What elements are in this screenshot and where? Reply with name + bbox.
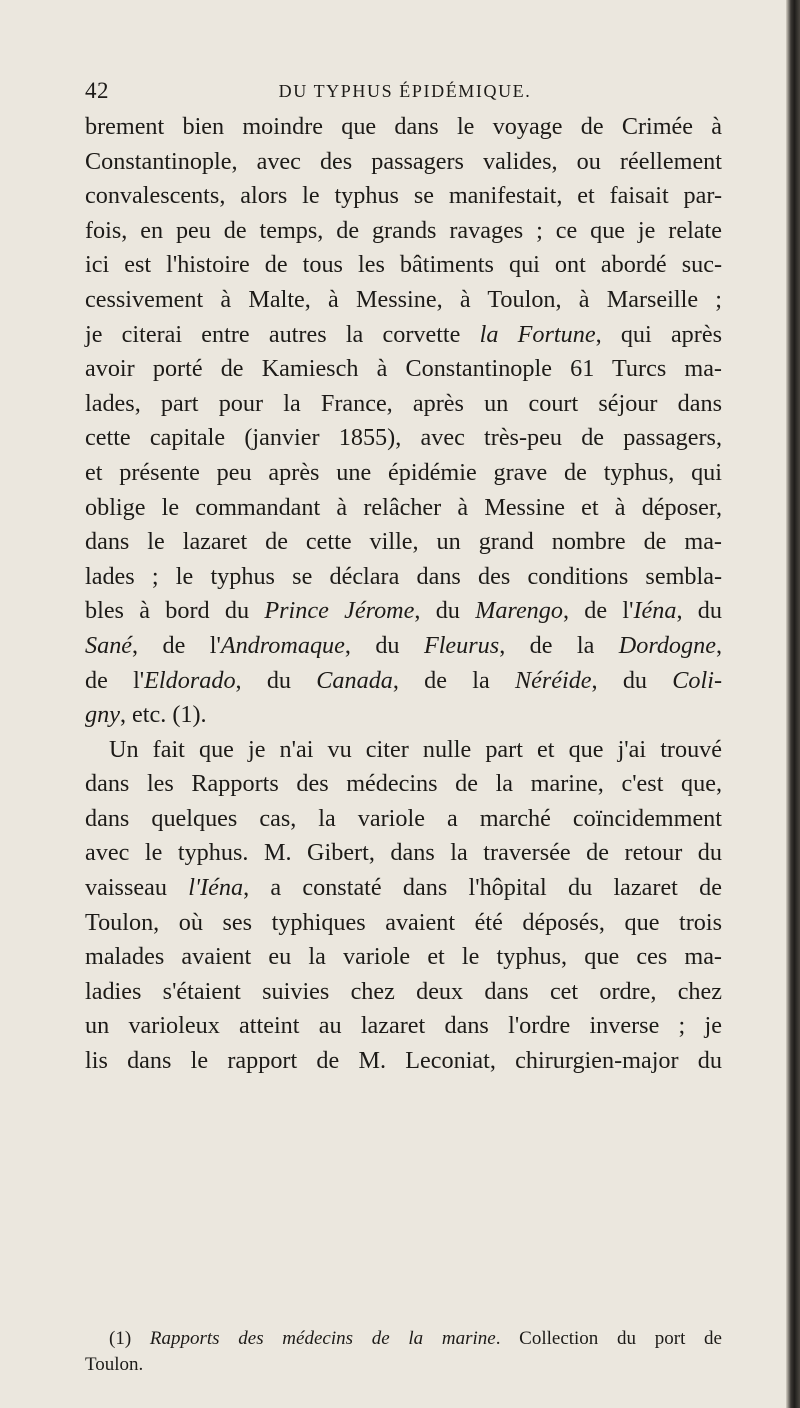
text-fragment: , de l'	[562, 597, 634, 625]
text-fragment: , du	[591, 666, 673, 694]
text-line: dans le lazaret de cette ville, un grand nombre de ma-	[85, 528, 722, 556]
ship-name-sane: Sané	[85, 631, 133, 659]
text-line	[85, 629, 722, 664]
text-fragment: , du	[235, 666, 317, 694]
text-line: avoir porté de Kamiesch à Constantinople 61 Turcs ma-	[85, 355, 722, 383]
footnote-title: Rapports des médecins de la marine	[149, 1328, 496, 1349]
text-line: lis dans le rapport de M. Leconiat, chirurgien-major du	[85, 1047, 722, 1075]
footnote-marker: (1)	[109, 1328, 150, 1349]
footnote-line: Toulon.	[85, 1354, 144, 1375]
ship-name-andromaque: Andromaque	[220, 631, 345, 659]
text-line: cessivement à Malte, à Messine, à Toulon, à Marseille ;	[85, 285, 722, 313]
text-fragment: bles à bord du	[85, 597, 265, 625]
page-header	[85, 78, 725, 106]
text-line	[85, 594, 722, 629]
ship-name-fleurus: Fleurus	[423, 631, 500, 659]
ship-name-prince-jerome: Prince Jérome	[264, 597, 415, 625]
text-fragment: je citerai entre autres la corvette	[85, 320, 480, 348]
running-title: DU TYPHUS ÉPIDÉMIQUE.	[278, 81, 532, 101]
ship-name-eldorado: Eldorado	[144, 666, 236, 694]
text-line: ici est l'histoire de tous les bâtiments qui ont abordé suc-	[85, 251, 722, 279]
text-fragment: , qui après	[595, 320, 722, 348]
text-line: ladies s'étaient suivies chez deux dans cet ordre, chez	[85, 977, 722, 1005]
body-text	[85, 110, 722, 1079]
text-line: convalescents, alors le typhus se manifestait, et faisait par-	[85, 182, 722, 210]
text-line: brement bien moindre que dans le voyage de Crimée à	[85, 113, 722, 140]
text-line: Constantinople, avec des passagers valides, ou réellement	[85, 147, 722, 175]
ship-name-nereide: Néréide	[514, 666, 592, 694]
text-fragment: , de la	[392, 666, 515, 694]
text-line: malades avaient eu la variole et le typhus, que ces ma-	[85, 943, 722, 971]
text-line	[85, 871, 722, 906]
text-line: dans quelques cas, la variole a marché coïncidemment	[85, 804, 722, 832]
text-line: oblige le commandant à relâcher à Messine et à déposer,	[85, 493, 722, 521]
text-line: Toulon, où ses typhiques avaient été déposés, que trois	[85, 908, 722, 936]
text-line: et présente peu après une épidémie grave de typhus, qui	[85, 458, 722, 486]
ship-name-coligny-part1: Coli-	[672, 666, 723, 694]
text-fragment: de l'	[85, 666, 145, 694]
footnote-line	[85, 1326, 722, 1352]
text-line: dans les Rapports des médecins de la marine, c'est que,	[85, 770, 722, 798]
ship-name-marengo: Marengo	[475, 597, 563, 625]
text-fragment: vaisseau	[85, 874, 189, 902]
footnote-reference: , etc. (1).	[119, 701, 207, 729]
ship-name-dordogne: Dordogne	[618, 631, 716, 659]
text-fragment: , du	[414, 597, 476, 625]
text-line: avec le typhus. M. Gibert, dans la traversée de retour du	[85, 839, 722, 867]
text-line: lades ; le typhus se déclara dans des conditions sembla-	[85, 562, 722, 590]
text-line	[85, 318, 722, 353]
page-number: 42	[85, 78, 109, 103]
text-line	[85, 664, 722, 699]
ship-name-fortune: la Fortune	[479, 320, 596, 348]
ship-name-iena: Iéna	[633, 597, 677, 625]
text-line: cette capitale (janvier 1855), avec très-peu de passagers,	[85, 424, 722, 452]
text-fragment: , a constaté dans l'hôpital du lazaret de	[243, 874, 722, 902]
ship-name-coligny-part2: gny	[85, 701, 120, 729]
text-line: un varioleux atteint au lazaret dans l'ordre inverse ; je	[85, 1012, 722, 1040]
text-line	[85, 698, 722, 733]
text-fragment: , de la	[499, 631, 619, 659]
text-fragment: ,	[715, 631, 722, 659]
footnote-text: . Collection du port de	[495, 1328, 722, 1349]
ship-name-liena: l'Iéna	[188, 874, 244, 902]
text-fragment: , du	[676, 597, 722, 625]
book-spine-edge	[786, 0, 800, 1408]
ship-name-canada: Canada	[316, 666, 393, 694]
text-fragment: , du	[344, 631, 424, 659]
text-fragment: , de l'	[132, 631, 221, 659]
text-line: fois, en peu de temps, de grands ravages ; ce que je relate	[85, 216, 722, 244]
text-line: Un fait que je n'ai vu citer nulle part et que j'ai trouvé	[109, 735, 722, 763]
footnote	[85, 1326, 722, 1378]
text-line: lades, part pour la France, après un court séjour dans	[85, 389, 722, 417]
